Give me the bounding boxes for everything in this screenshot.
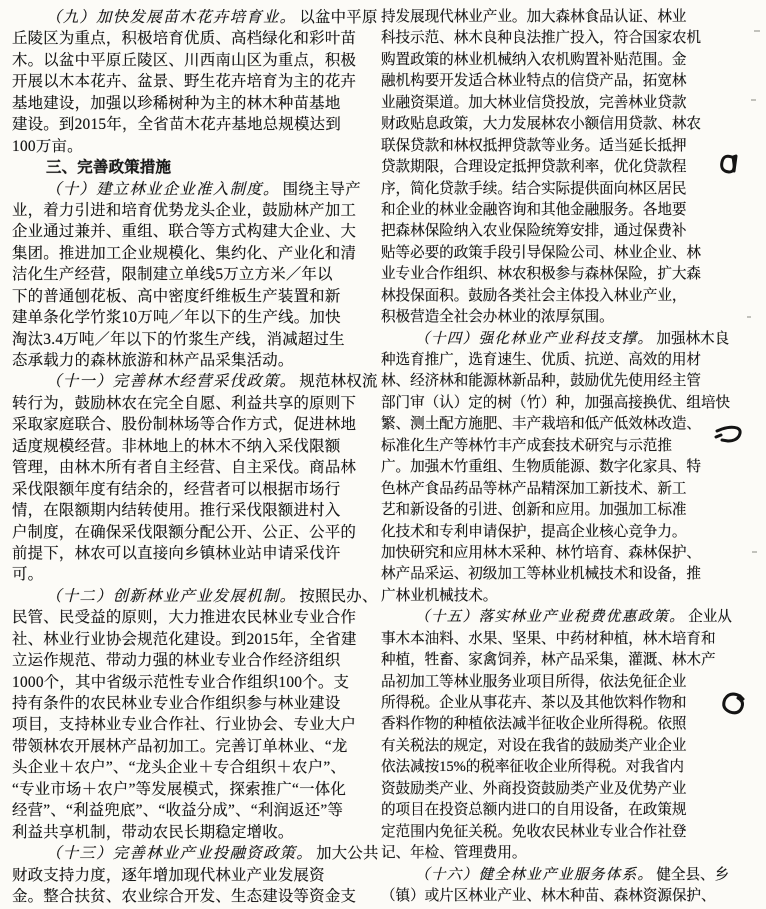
paragraph-lead: （十二）创新林业产业发展机制。 — [46, 587, 297, 605]
text-line: （十五）落实林业产业税费优惠政策。 企业从 — [415, 609, 732, 626]
text-line: 积极营造全社会办林业的浓厚氛围。 — [381, 309, 614, 326]
paragraph-lead: （九）加快发展苗木花卉培育业。 — [46, 9, 297, 26]
paragraph-lead: （十三）完善林业产业投融资政策。 — [46, 845, 314, 863]
text-line: 洁化生产经营，限制建立单线5万立方米／年以 — [12, 266, 333, 284]
text-line: 100万亩。 — [12, 137, 83, 155]
text-line: 有关税法的规定，对设在我省的鼓励类产业企业 — [381, 737, 687, 754]
text-line: 品初加工等林业服务业项目所得，依法免征企业 — [381, 673, 687, 690]
text-line: 定范围内免征关税。免收农民林业专业合作社登 — [381, 823, 687, 840]
text-line: （十一）完善林木经营采伐政策。 规范林权流 — [46, 373, 378, 391]
text-line: 立运作规范、带动力强的林业专业合作经济组织 — [12, 652, 341, 670]
handwritten-ink-mark-3 — [719, 689, 749, 721]
text-line: 科技示范、林木良种良法推广投入，符合国家农机 — [381, 30, 701, 47]
text-line: 种选育推广，选育速生、优质、抗逆、高效的用材 — [381, 352, 701, 368]
text-line: 购置政策的林业机械纳入农机购置补贴范围。金 — [381, 51, 687, 68]
text-line: 资鼓励类产业、外商投资鼓励类产业及优势产业 — [381, 780, 687, 797]
text-line: 带领林农开展林产品初加工。完善订单林业、“龙 — [12, 737, 348, 755]
text-line: 业，着力引进和培育优势龙头企业，鼓励林产加工 — [12, 201, 357, 219]
left-text-column — [12, 7, 379, 907]
text-line: 的项目在投资总额内进口的自用设备，在政策规 — [381, 802, 687, 819]
text-line: 金。整合扶贫、农业综合开发、生态建设等资金支 — [12, 887, 357, 905]
text-line: 项目，支持林业专业合作社、行业协会、专业大户 — [12, 716, 357, 734]
paragraph-lead: （十四）强化林业产业科技支撑。 — [415, 330, 654, 347]
text-line: 建设。到2015年，全省苗木花卉基地总规模达到 — [12, 116, 341, 134]
text-line: 经营”、“利益兜底”、“收益分成”、“利润返还”等 — [12, 802, 344, 820]
text-line: 建单条化学竹浆10万吨／年以下的生产线。加快 — [12, 309, 341, 327]
text-line: （十六）健全林业产业服务体系。 健全县、乡 — [415, 866, 730, 883]
text-line: 采伐限额年度有结余的，经营者可以根据市场行 — [12, 480, 341, 498]
text-line: 财政贴息政策，大力发展林农小额信用贷款、林农 — [381, 116, 701, 133]
text-line: （十二）创新林业产业发展机制。 按照民办、 — [46, 587, 378, 605]
text-line: 民管、民受益的原则，大力推进农民林业专业合作 — [12, 609, 357, 627]
text-line: 繁、测土配方施肥、丰产栽培和低产低效林改造、 — [381, 416, 701, 433]
text-line: 开展以木本花卉、盆景、野生花卉培育为主的花卉 — [12, 73, 357, 91]
text-line: 化技术和专利申请保护，提高企业核心竞争力。 — [381, 523, 687, 540]
text-line: 和企业的林业金融咨询和其他金融服务。各地要 — [381, 201, 687, 218]
text-line: 持发展现代林业产业。加大森林食品认证、林业 — [381, 9, 687, 25]
text-line: 前提下，林农可以直接向乡镇林业站申请采伐许 — [12, 544, 341, 562]
text-line: 色林产食品药品等林产品精深加工新技术、新工 — [381, 480, 687, 497]
text-line: 转行为，鼓励林农在完全自愿、利益共享的原则下 — [12, 394, 357, 412]
text-line: 种植，牲畜、家禽饲养，林产品采集，灌溉、林木产 — [381, 652, 716, 669]
text-line: 适度规模经营。非林地上的林木不纳入采伐限额 — [12, 437, 341, 455]
paper-speck — [751, 99, 756, 101]
text-line: 丘陵区为重点，积极培育优质、高档绿化和彩叶苗 — [12, 30, 357, 48]
text-line: 采取家庭联合、股份制林场等合作方式，促进林地 — [12, 416, 357, 434]
text-line: 融机构要开发适合林业特点的信贷产品，拓宽林 — [381, 73, 687, 90]
text-line: 贷款期限，合理设定抵押贷款利率，优化贷款程 — [381, 159, 687, 176]
right-text-column — [381, 7, 732, 907]
text-line: （十四）强化林业产业科技支撑。 加强林木良 — [415, 330, 730, 347]
handwritten-ink-mark-1 — [718, 150, 742, 182]
text-line: 业专业合作组织、林农积极参与森林保险，扩大森 — [381, 266, 701, 283]
text-line: 林产品采运、初级加工等林业机械技术和设备，推 — [381, 566, 701, 583]
text-line: 基地建设，加强以珍稀树种为主的林木种苗基地 — [12, 94, 341, 112]
text-line: 林投保面积。鼓励各类社会主体投入林业产业， — [381, 287, 687, 304]
text-line: 联保贷款和林权抵押贷款等业务。适当延长抵押 — [381, 137, 687, 154]
text-line: （九）加快发展苗木花卉培育业。 以盆中平原 — [46, 9, 378, 26]
text-line: 广。加强木竹重组、生物质能源、数字化家具、特 — [381, 459, 701, 476]
text-line: （镇）或片区林业产业、林木种苗、森林资源保护、 — [381, 887, 716, 904]
text-line: 标准化生产等林竹丰产成套技术研究与示范推 — [381, 437, 672, 454]
text-line: 头企业＋农户”、“龙头企业＋专合组织＋农户”、 — [12, 759, 347, 777]
text-line: 社、林业行业协会规范化建设。到2015年，全省建 — [12, 630, 357, 648]
text-line: 事木本油料、水果、坚果、中药材种植，林木培育和 — [381, 630, 716, 647]
text-line: 贴等必要的政策手段引导保险公司、林业企业、林 — [381, 244, 701, 261]
text-line: （十三）完善林业产业投融资政策。 加大公共 — [46, 845, 379, 863]
text-line: 部门审（认）定的树（竹）种，加强高接换优、组培快 — [381, 394, 731, 411]
text-line: 所得税。企业从事花卉、茶以及其他饮料作物和 — [381, 695, 687, 711]
paragraph-lead: （十六）健全林业产业服务体系。 — [415, 866, 654, 883]
text-line: 情，在限额期内结转使用。推行采伐限额进村入 — [12, 502, 341, 520]
section-heading: 三、完善政策措施 — [46, 159, 172, 177]
text-line: 依法减按15%的税率征收企业所得税。对我省内 — [381, 759, 684, 776]
text-line: 业融资渠道。加大林业信贷投放，完善林业贷款 — [381, 94, 687, 111]
text-line: “专业市场＋农户”等发展模式，探索推广“一体化 — [12, 780, 347, 798]
text-line: （十）建立林业企业准入制度。 围绕主导产 — [46, 180, 361, 198]
paragraph-lead: （十五）落实林业产业税费优惠政策。 — [415, 609, 686, 626]
text-line: 林、经济林和能源林新品种，鼓励优先使用经主管 — [381, 373, 701, 390]
text-line: 财政支持力度，逐年增加现代林业产业发展资 — [12, 866, 325, 884]
text-line: 木。以盆中平原丘陵区、川西南山区为重点，积极 — [12, 51, 357, 69]
text-line: 持有条件的农民林业专业合作组织参与林业建设 — [12, 695, 341, 712]
paragraph-lead: （十一）完善林木经营采伐政策。 — [46, 373, 297, 391]
text-line: 把森林保险纳入农业保险统筹安排，通过保费补 — [381, 223, 687, 240]
text-line: 序，简化贷款手续。结合实际提供面向林区居民 — [381, 180, 687, 197]
paragraph-lead: （十）建立林业企业准入制度。 — [46, 180, 280, 198]
paper-speck — [747, 316, 751, 318]
paper-speck — [752, 551, 757, 553]
text-line: 广林业机械技术。 — [381, 587, 498, 604]
paper-speck — [754, 30, 760, 32]
text-line: 企业通过兼并、重组、联合等方式构建大企业、大 — [12, 223, 357, 241]
text-line: 1000个，其中省级示范性专业合作组织100个。支 — [12, 673, 350, 691]
text-line: 集团。推进加工企业规模化、集约化、产业化和清 — [12, 244, 357, 262]
text-line: 态承载力的森林旅游和林产品采集活动。 — [12, 352, 294, 369]
text-line: 香料作物的种植依法减半征收企业所得税。依照 — [381, 716, 687, 733]
text-line: 淘汰3.4万吨／年以下的竹浆生产线，消减超过生 — [12, 330, 345, 348]
text-line: 记、年检、管理费用。 — [381, 845, 527, 862]
text-line: 利益共享机制，带动农民长期稳定增收。 — [12, 823, 294, 841]
text-line: 户制度，在确保采伐限额分配公开、公正、公平的 — [12, 523, 357, 541]
handwritten-ink-mark-2 — [713, 423, 745, 451]
text-line: 可。 — [12, 566, 44, 584]
text-line: 下的普通刨花板、高中密度纤维板生产装置和新 — [12, 287, 341, 305]
text-line: 加快研究和应用林木采种、林竹培育、森林保护、 — [381, 544, 701, 561]
text-line: 管理，由林木所有者自主经营、自主采伐。商品林 — [12, 459, 357, 477]
text-line: 艺和新设备的引进、创新和应用。加强加工标准 — [381, 502, 687, 519]
